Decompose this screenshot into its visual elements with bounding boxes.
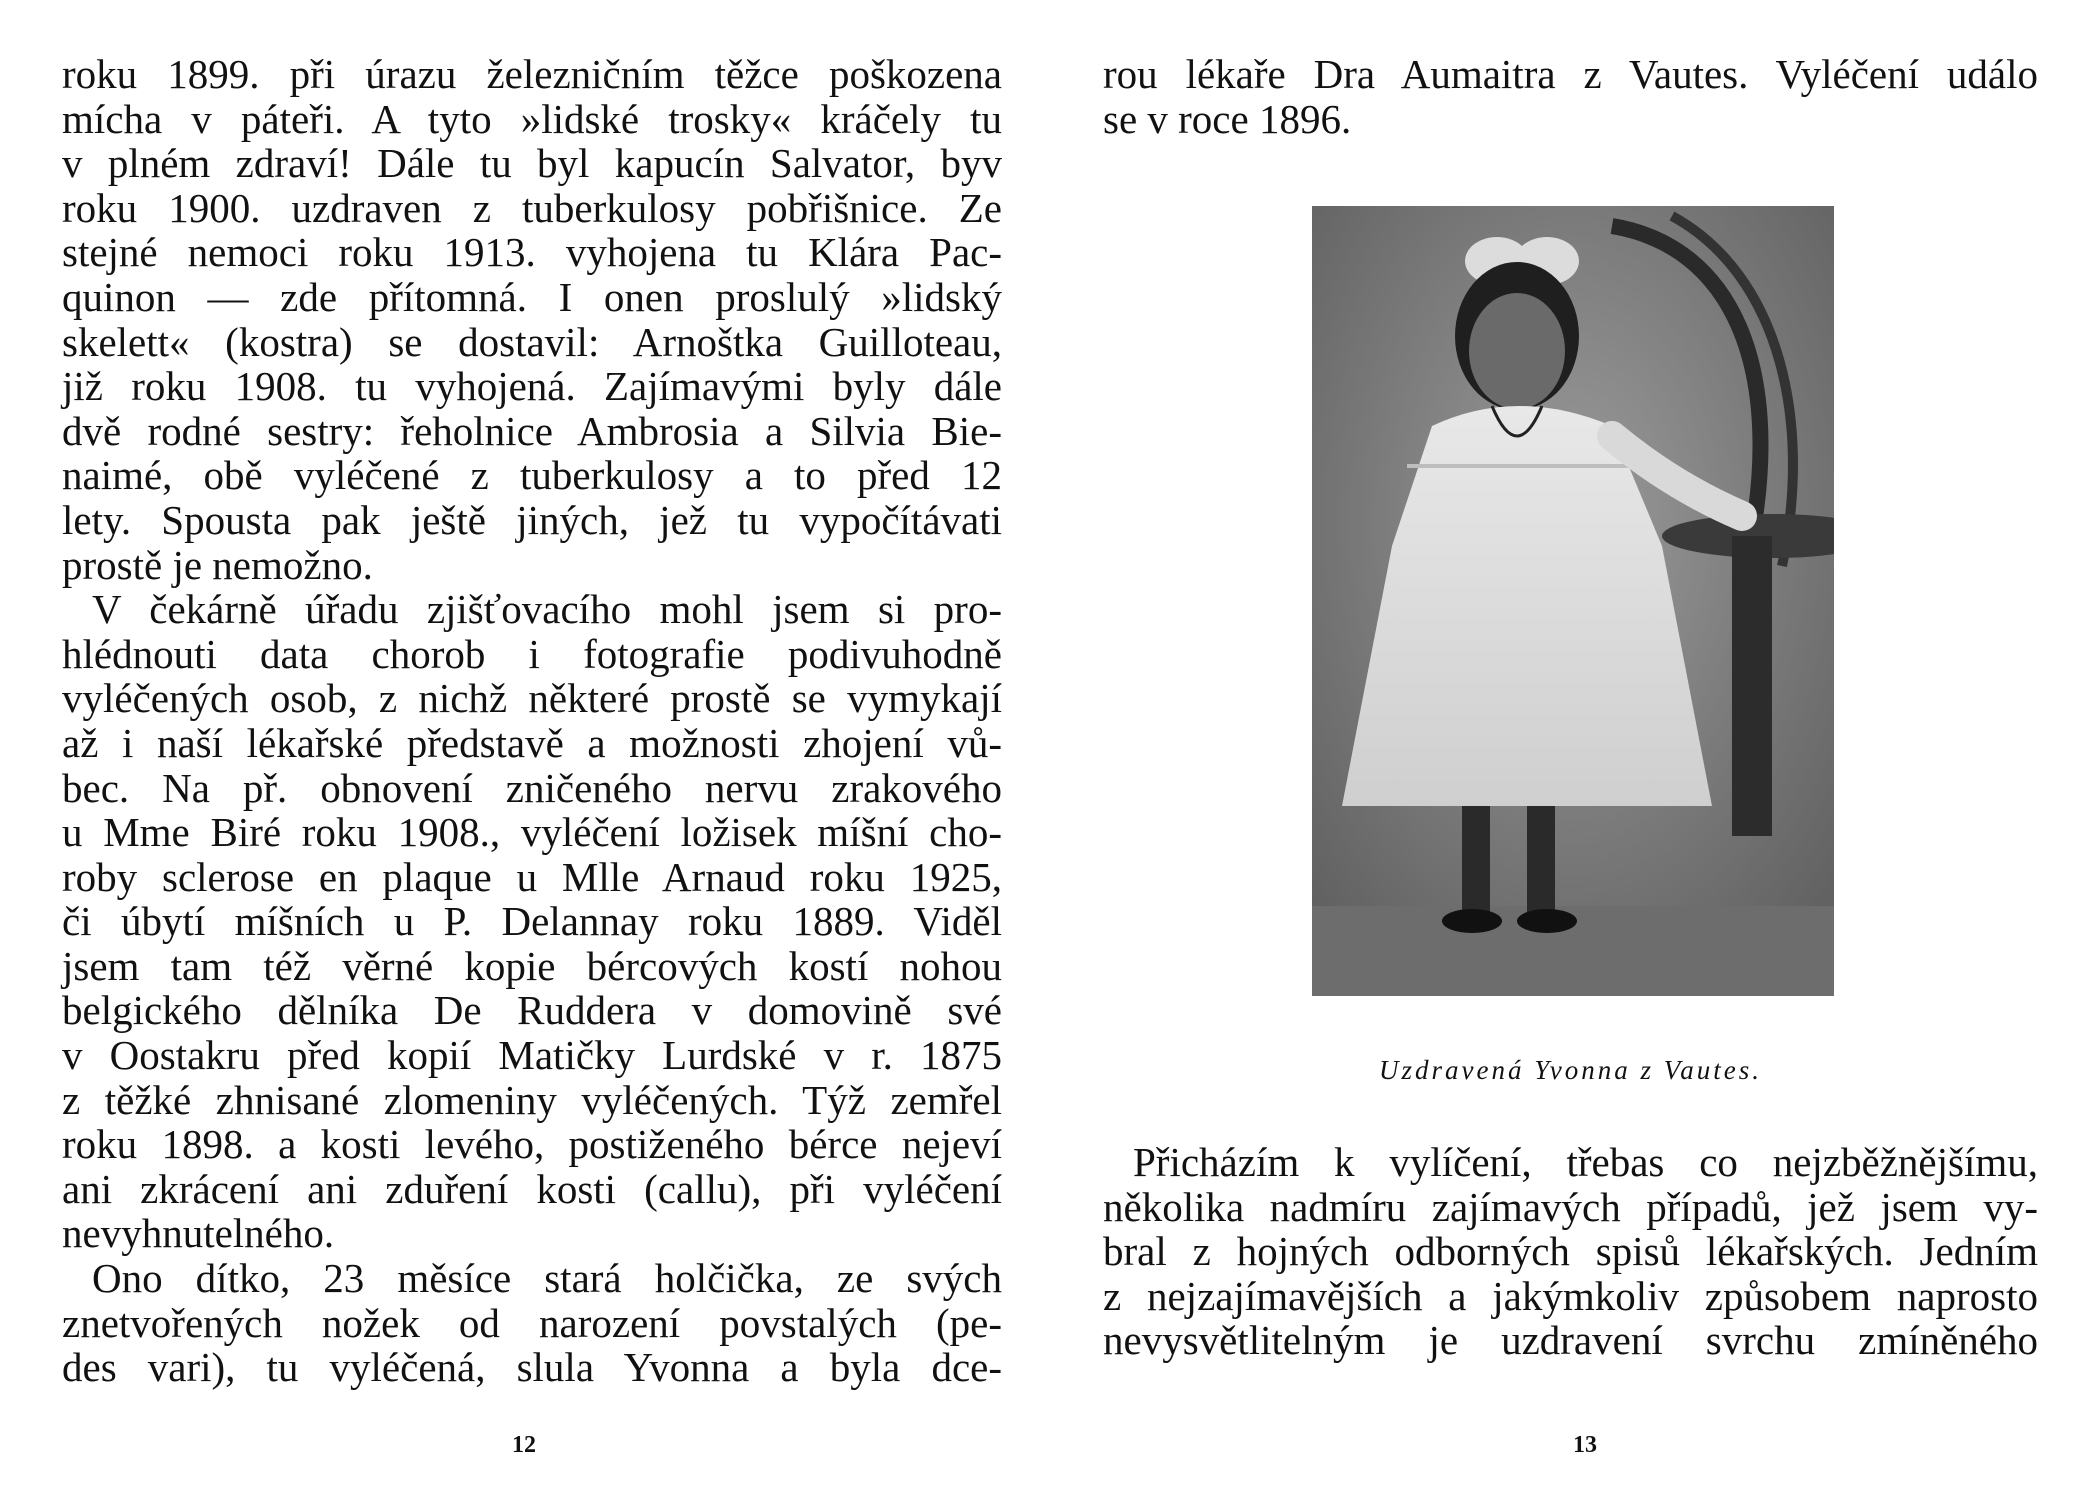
- text-line: Ono dítko, 23 měsíce stará holčička, ze svých: [92, 1255, 1002, 1302]
- text-line: v plném zdraví! Dále tu byl kapucín Salvator, byv: [62, 140, 1002, 187]
- text-line: roku 1900. uzdraven z tuberkulosy pobřišnice. Ze: [62, 184, 1002, 231]
- page-number: 12: [512, 1432, 536, 1458]
- text-line: jsem tam též věrné kopie bércových kostí nohou: [62, 942, 1002, 989]
- text-line: stejné nemoci roku 1913. vyhojena tu Klára Pac-: [62, 229, 1002, 276]
- photograph-girl-yvonna: [1312, 206, 1834, 996]
- text-line: již roku 1908. tu vyhojená. Zajímavými byly dále: [62, 363, 1002, 410]
- text-line: hlédnouti data chorob i fotografie podivuhodně: [62, 630, 1002, 677]
- text-line: quinon — zde přítomná. I onen proslulý »lidský: [62, 273, 1002, 320]
- text-line: belgického dělníka De Ruddera v domovině své: [62, 987, 1002, 1034]
- text-line: v Oostakru před kopií Matičky Lurdské v r. 1875: [62, 1032, 1002, 1079]
- text-line: roku 1898. a kosti levého, postiženého bérce nejeví: [62, 1121, 1002, 1168]
- right-page-bottom-text: [1103, 1140, 2038, 1363]
- text-line: roby sclerose en plaque u Mlle Arnaud roku 1925,: [62, 853, 1002, 900]
- text-line: vyléčených osob, z nichž některé prostě se vymykají: [62, 675, 1002, 722]
- text-line: des vari), tu vyléčená, slula Yvonna a byla dce-: [62, 1344, 1002, 1391]
- right-page-top-text: [1103, 52, 2038, 141]
- text-line: nevysvětlitelným je uzdravení svrchu zmíněného: [1103, 1317, 2038, 1364]
- text-line: několika nadmíru zajímavých případů, jež jsem vy-: [1103, 1183, 2038, 1230]
- text-line: až i naší lékařské představě a možnosti zhojení vů-: [62, 719, 1002, 766]
- right-page: [1047, 0, 2094, 1500]
- text-line: skelett« (kostra) se dostavil: Arnoštka Guilloteau,: [62, 318, 1002, 365]
- text-line: se v roce 1896.: [1103, 95, 1352, 142]
- photo-caption: Uzdravená Yvonna z Vautes.: [1378, 1055, 1762, 1085]
- text-line: Přicházím k vylíčení, třebas co nejzběžnějšímu,: [1133, 1139, 2038, 1185]
- text-line: nevyhnutelného.: [62, 1210, 335, 1257]
- text-line: či úbytí míšních u P. Delannay roku 1889. Viděl: [62, 898, 1002, 945]
- text-line: bral z hojných odborných spisů lékařských. Jedním: [1103, 1228, 2038, 1275]
- text-line: naimé, obě vyléčené z tuberkulosy a to před 12: [62, 452, 1002, 499]
- text-line: dvě rodné sestry: řeholnice Ambrosia a Silvia Bie-: [62, 407, 1002, 454]
- text-line: bec. Na př. obnovení zničeného nervu zrakového: [62, 764, 1002, 811]
- page-number: 13: [1573, 1432, 1597, 1458]
- left-page-body: [62, 52, 1002, 1390]
- text-line: rou lékaře Dra Aumaitra z Vautes. Vyléčení událo: [1103, 51, 2038, 97]
- text-line: z nejzajímavějších a jakýmkoliv způsobem naprosto: [1103, 1272, 2038, 1319]
- text-line: roku 1899. při úrazu železničním těžce poškozena: [62, 51, 1002, 97]
- text-line: znetvořených nožek od narození povstalých (pe-: [62, 1299, 1002, 1346]
- photograph-illustration: [1312, 206, 1834, 996]
- text-line: z těžké zhnisané zlomeniny vyléčených. Týž zemřel: [62, 1076, 1002, 1123]
- text-line: u Mme Biré roku 1908., vyléčení ložisek míšní cho-: [62, 809, 1002, 856]
- text-line: ani zkrácení ani zduření kosti (callu), při vyléčení: [62, 1165, 1002, 1212]
- text-line: lety. Spousta pak ještě jiných, jež tu vypočítávati: [62, 496, 1002, 543]
- text-line: mícha v páteři. A tyto »lidské trosky« kráčely tu: [62, 95, 1002, 142]
- text-line: prostě je nemožno.: [62, 541, 373, 588]
- text-line: V čekárně úřadu zjišťovacího mohl jsem si pro-: [92, 586, 1002, 633]
